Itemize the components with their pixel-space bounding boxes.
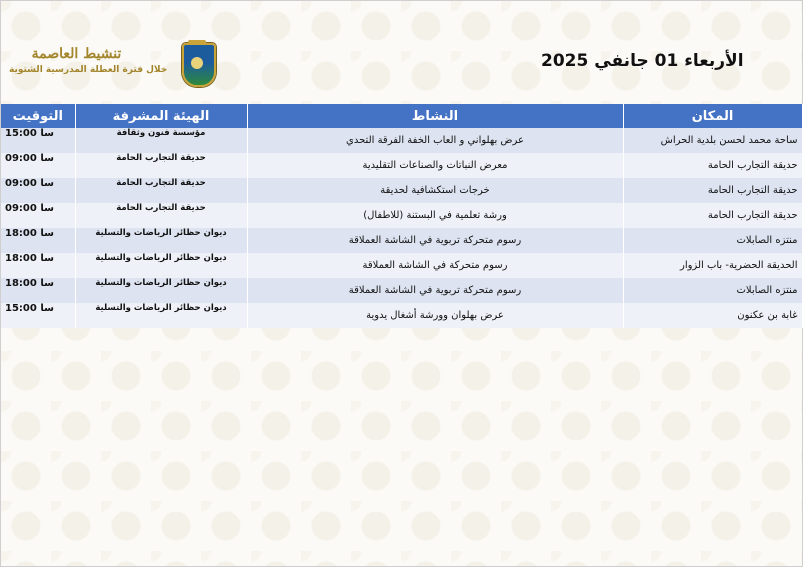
cell-activity: ورشة تعلمية في البستنة (للاطفال): [247, 203, 623, 228]
brand-title: تنشيط العاصمة: [31, 46, 122, 62]
cell-org: حديقة التجارب الحامة: [75, 178, 247, 203]
cell-org: ديوان حظائر الرياضات والتسلية: [75, 303, 247, 328]
cell-org: حديقة التجارب الحامة: [75, 153, 247, 178]
cell-place: ساحة محمد لحسن بلدية الحراش: [623, 128, 802, 153]
cell-place: حديقة التجارب الحامة: [623, 178, 802, 203]
cell-time: 09:00 سا: [1, 153, 75, 178]
table-row: [1, 303, 802, 328]
table-row: [1, 153, 802, 178]
cell-place: حديقة التجارب الحامة: [623, 203, 802, 228]
schedule-table: [1, 104, 803, 328]
table-row: [1, 228, 802, 253]
emblem-center: [191, 57, 203, 69]
cell-place: الحديقة الحضرية- باب الزوار: [623, 253, 802, 278]
brand-block: [9, 45, 168, 77]
table-row: [1, 203, 802, 228]
table-row: [1, 128, 802, 153]
cell-time: 09:00 سا: [1, 178, 75, 203]
cell-time: 18:00 سا: [1, 228, 75, 253]
cell-place: غابة بن عكنون: [623, 303, 802, 328]
cell-activity: رسوم متحركة تربوية في الشاشة العملاقة: [247, 228, 623, 253]
cell-time: 09:00 سا: [1, 203, 75, 228]
cell-time: 18:00 سا: [1, 278, 75, 303]
algiers-coat-of-arms-icon: [182, 43, 216, 87]
cell-activity: معرض النباتات والصناعات التقليدية: [247, 153, 623, 178]
column-header-org: الهيئة المشرفة: [75, 104, 247, 128]
cell-activity: خرجات استكشافية لحديقة: [247, 178, 623, 203]
cell-org: ديوان حظائر الرياضات والتسلية: [75, 278, 247, 303]
cell-org: حديقة التجارب الحامة: [75, 203, 247, 228]
cell-activity: عرض بهلوان وورشة أشغال يدوية: [247, 303, 623, 328]
cell-activity: رسوم متحركة تربوية في الشاشة العملاقة: [247, 278, 623, 303]
cell-time: 18:00 سا: [1, 253, 75, 278]
brand-subtitle: خلال فترة العطلة المدرسية الشتوية: [9, 65, 168, 75]
column-header-place: المكان: [623, 104, 802, 128]
cell-place: حديقة التجارب الحامة: [623, 153, 802, 178]
column-header-time: التوقيت: [1, 104, 75, 128]
cell-activity: عرض بهلواني و العاب الخفة الفرقة التحدي: [247, 128, 623, 153]
page-title: الأربعاء 01 جانفي 2025: [541, 51, 744, 71]
cell-time: 15:00 سا: [1, 303, 75, 328]
table-row: [1, 253, 802, 278]
cell-org: ديوان حظائر الرياضات والتسلية: [75, 253, 247, 278]
cell-activity: رسوم متحركة في الشاشة العملاقة: [247, 253, 623, 278]
cell-org: ديوان حظائر الرياضات والتسلية: [75, 228, 247, 253]
table-header-row: [1, 104, 802, 128]
cell-place: منتزه الصابلات: [623, 228, 802, 253]
emblem-crown: [188, 40, 206, 45]
cell-time: 15:00 سا: [1, 128, 75, 153]
cell-place: منتزه الصابلات: [623, 278, 802, 303]
cell-org: مؤسسة فنون وثقافة: [75, 128, 247, 153]
column-header-activity: النشاط: [247, 104, 623, 128]
table-row: [1, 178, 802, 203]
table-row: [1, 278, 802, 303]
